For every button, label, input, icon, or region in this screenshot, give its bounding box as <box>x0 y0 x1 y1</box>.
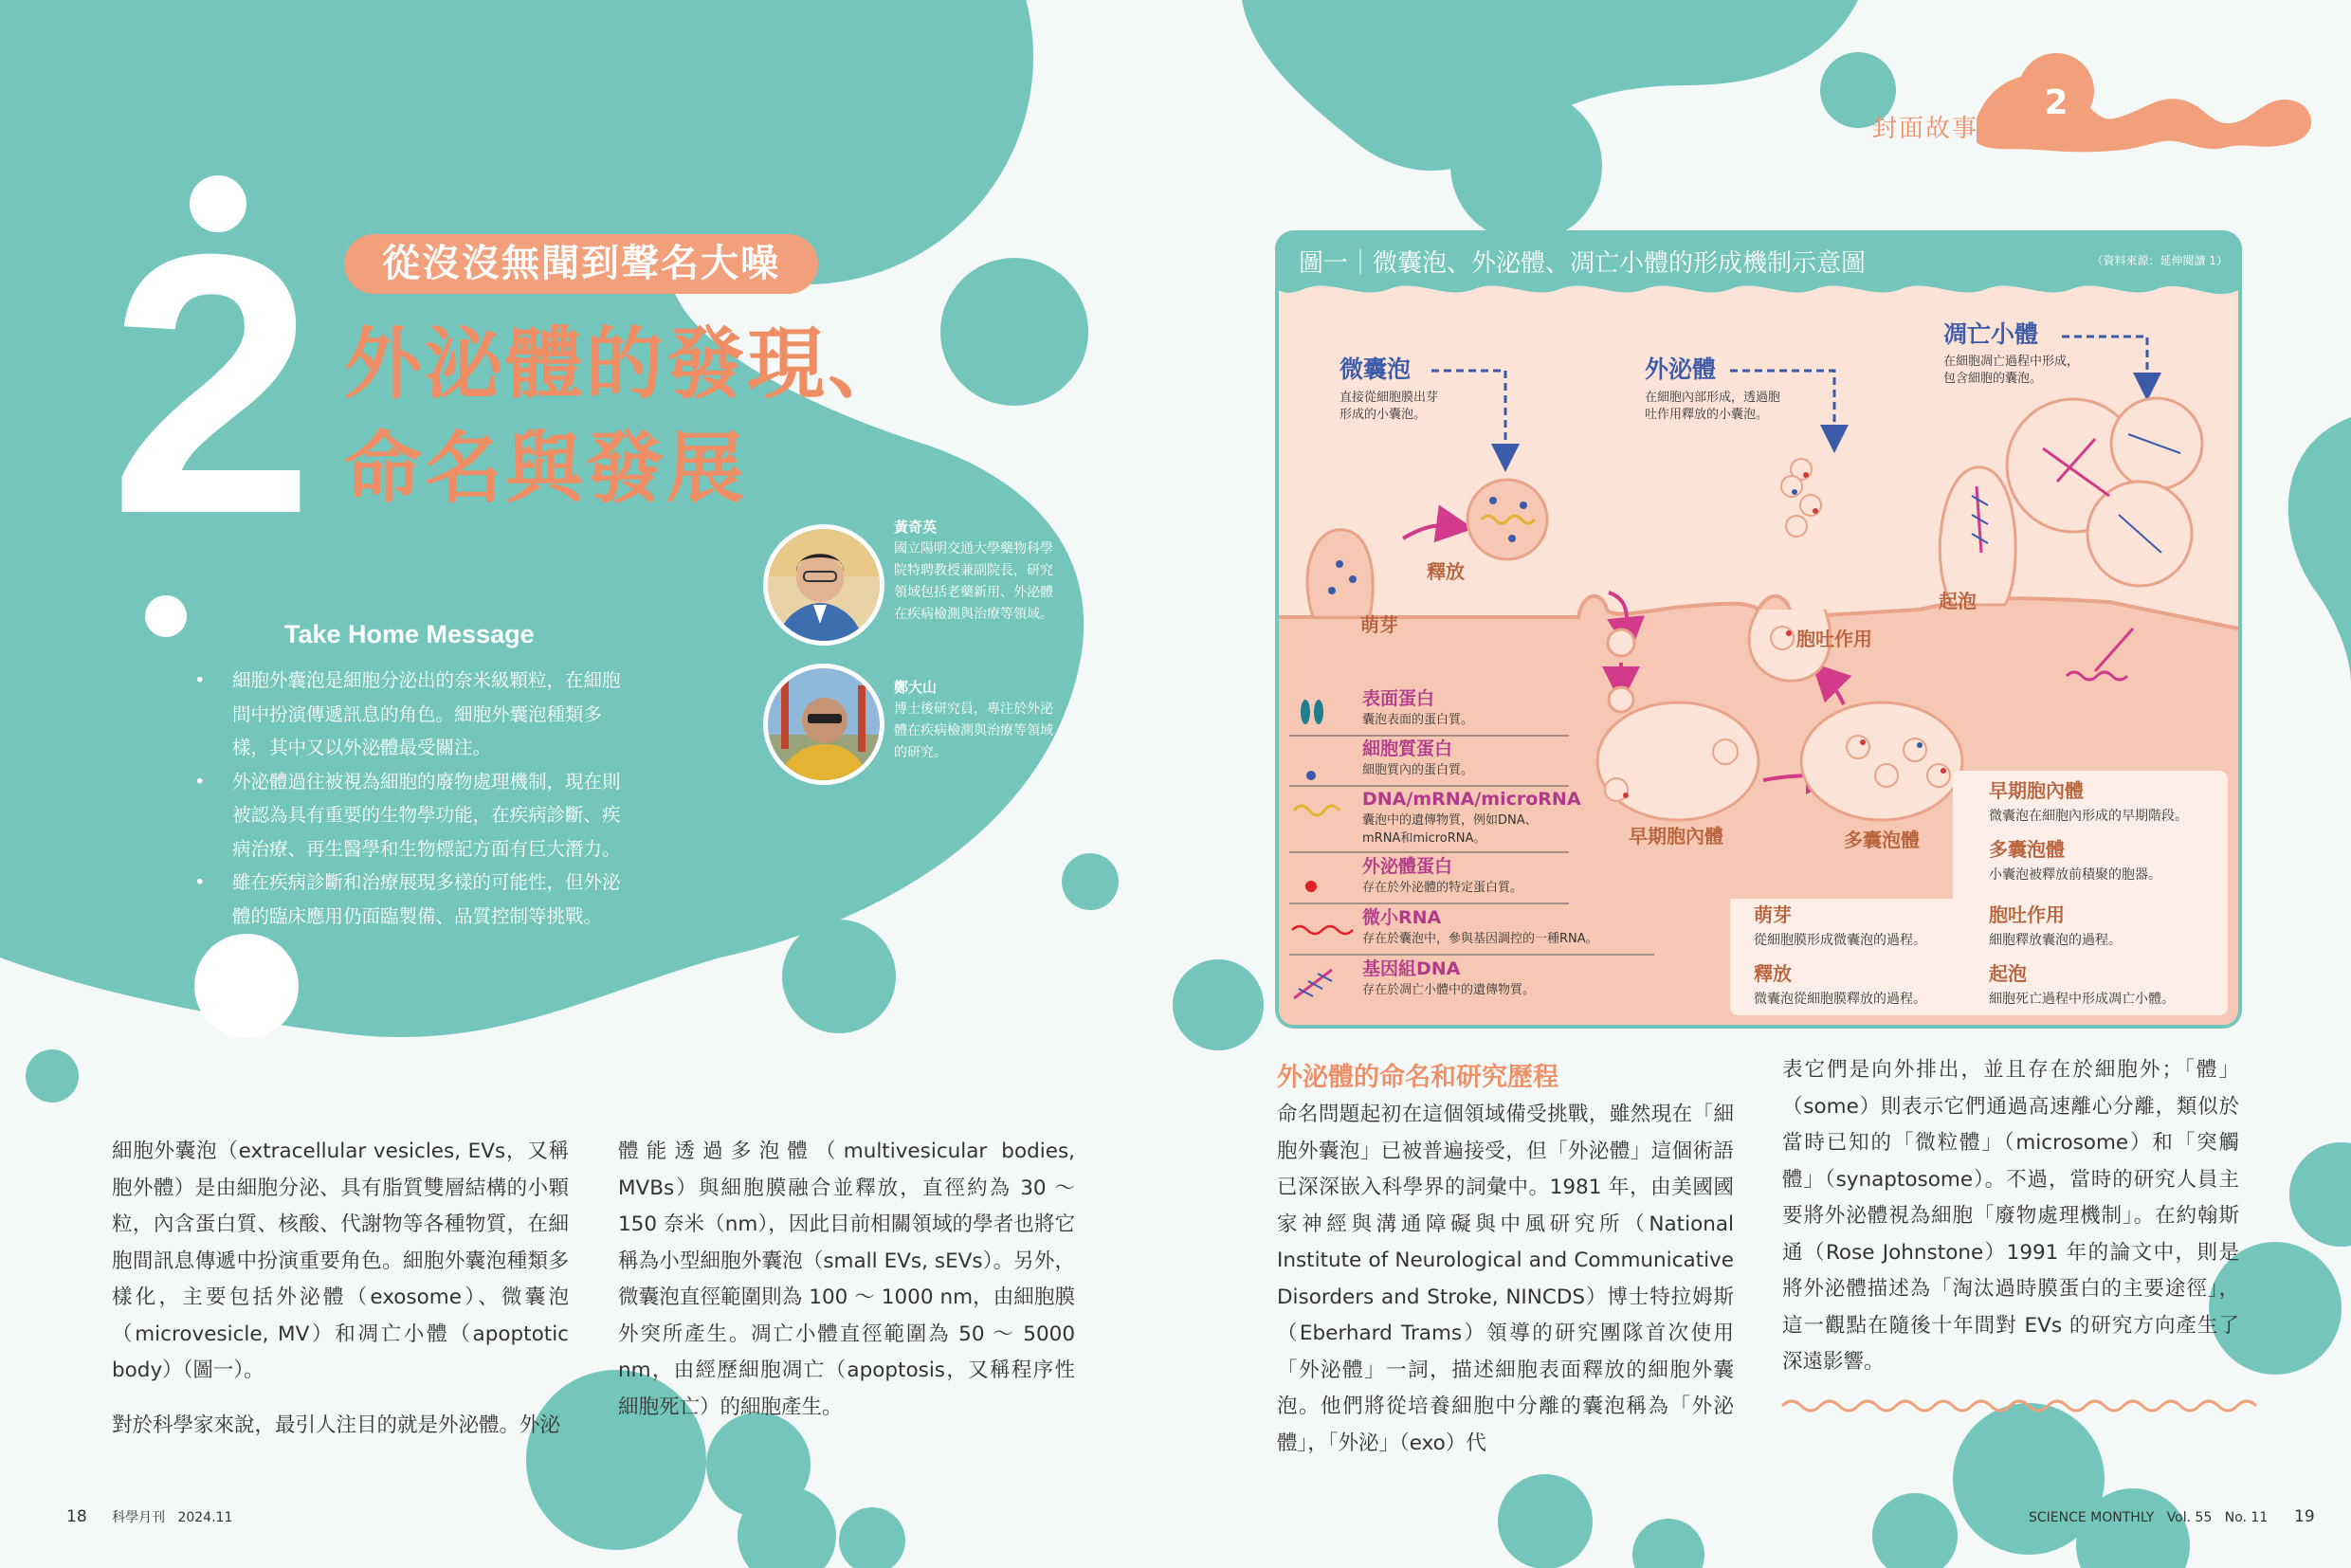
glossary-desc: 細胞釋放囊泡的過程。 <box>1989 933 2122 948</box>
label-apoptotic: 凋亡小體 <box>1943 320 2039 348</box>
glossary-term: 萌芽 <box>1754 903 1792 926</box>
footer-right <box>2029 1507 2315 1526</box>
legend-desc: 存在於外泌體的特定蛋白質。 <box>1362 881 1523 895</box>
label-exosome-desc: 在細胞內部形成，透過胞 <box>1645 391 1781 405</box>
glossary-desc: 微囊泡在細胞內形成的早期階段。 <box>1989 809 2188 824</box>
take-home-item: • 外泌體過往被視為細胞的廢物處理機制，現在則被認為具有重要的生物學功能，在疾病診斷、疾病治療、再生醫學和生物標記方面有巨大潛力。 <box>194 765 621 866</box>
glossary-term: 多囊泡體 <box>1989 838 2065 861</box>
take-home-item: • 雖在疾病診斷和治療展現多樣的可能性，但外泌體的臨床應用仍面臨製備、品質控制等挑戰。 <box>194 866 621 933</box>
label-microvesicle-desc: 形成的小囊泡。 <box>1340 408 1427 422</box>
article-subtitle: 從沒沒無聞到聲名大噪 <box>344 234 818 294</box>
page-number-left: 18 <box>66 1507 87 1526</box>
label-mvb: 多囊泡體 <box>1844 829 1920 851</box>
label-release: 釋放 <box>1427 560 1465 583</box>
author-avatar-1 <box>768 529 880 641</box>
label-early-endosome: 早期胞內體 <box>1629 825 1723 848</box>
glossary-desc: 小囊泡被釋放前積聚的胞器。 <box>1989 867 2161 883</box>
label-exosome-desc: 吐作用釋放的小囊泡。 <box>1645 408 1769 422</box>
label-exocytosis: 胞吐作用 <box>1796 628 1872 650</box>
label-blebbing: 起泡 <box>1939 590 1977 612</box>
footer-left <box>66 1507 232 1526</box>
legend-desc: 囊泡表面的蛋白質。 <box>1362 713 1474 727</box>
author-2 <box>894 677 1055 764</box>
author-2-name: 鄭大山 <box>894 679 938 696</box>
article-title <box>344 313 908 521</box>
issue-date: 2024.11 <box>177 1510 233 1525</box>
section-heading: 外泌體的命名和研究歷程 <box>1277 1063 1558 1092</box>
article-title-line1: 外泌體的發現、 <box>344 319 909 410</box>
glossary-term: 起泡 <box>1989 962 2027 985</box>
magazine-name: 科學月刊 <box>112 1510 166 1525</box>
legend-desc: 囊泡中的遺傳物質，例如DNA、 <box>1362 813 1538 828</box>
article-number: 2 <box>109 177 315 591</box>
legend-desc: 存在於囊泡中，參與基因調控的一種RNA。 <box>1362 932 1598 946</box>
glossary-term: 早期胞內體 <box>1989 779 2084 802</box>
figure-title: 圖一｜微囊泡、外泌體、凋亡小體的形成機制示意圖 <box>1299 249 1867 278</box>
body-column-1 <box>112 1134 569 1444</box>
legend-desc: 細胞質內的蛋白質。 <box>1362 763 1474 777</box>
author-photo-1 <box>763 524 884 646</box>
legend-name: 細胞質蛋白 <box>1362 738 1453 759</box>
author-1-bio: 國立陽明交通大學藥物科學院特聘教授兼副院長，研究領域包括老藥新用、外泌體在疾病檢測與治療等領域。 <box>894 541 1053 622</box>
take-home-title: Take Home Message <box>284 620 535 648</box>
glossary-term: 胞吐作用 <box>1989 903 2065 926</box>
label-microvesicle: 微囊泡 <box>1340 356 1412 383</box>
label-apoptotic-desc: 在細胞凋亡過程中形成， <box>1943 355 2080 369</box>
label-apoptotic-desc: 包含細胞的囊泡。 <box>1943 372 2043 386</box>
body-column-4 <box>1782 1052 2239 1381</box>
issue-number: No. 11 <box>2224 1510 2269 1525</box>
body-paragraph: 命名問題起初在這個領域備受挑戰，雖然現在「細胞外囊泡」已被普遍接受，但「外泌體」這個術語已深深嵌入科學界的詞彙中。1981 年，由美國國家神經與溝通障礙與中風研究所（National Institute of Neurological and Communicative Disorders and Stroke, NINCDS）博士特拉姆斯（Eberhard Trams）領導的研究團隊首次使用「外泌體」一詞，描述細胞表面釋放的細胞外囊泡。他們將從培養細胞中分離的囊泡稱為「外泌體」，「外泌」（exo）代 <box>1277 1103 1734 1455</box>
figure-exosome-mechanism <box>1275 230 2242 1029</box>
legend-name: 微小RNA <box>1362 907 1442 928</box>
body-column-3 <box>1277 1097 1734 1462</box>
glossary-desc: 微囊泡從細胞膜釋放的過程。 <box>1754 992 1926 1007</box>
cover-story-number: 2 <box>2044 83 2069 122</box>
legend-name: 表面蛋白 <box>1362 688 1435 709</box>
author-avatar-2 <box>768 668 880 780</box>
label-microvesicle-desc: 直接從細胞膜出芽 <box>1340 391 1439 405</box>
author-1 <box>894 517 1055 626</box>
legend-name: DNA/mRNA/microRNA <box>1362 789 1581 810</box>
glossary-term: 釋放 <box>1754 962 1792 985</box>
author-photo-2 <box>763 664 884 785</box>
author-2-bio: 博士後研究員，專注於外泌體在疾病檢測與治療等領域的研究。 <box>894 702 1053 760</box>
take-home-item: • 細胞外囊泡是細胞分泌出的奈米級顆粒，在細胞間中扮演傳遞訊息的角色。細胞外囊泡種類多樣，其中又以外泌體最受關注。 <box>194 664 621 765</box>
author-1-name: 黃奇英 <box>894 519 938 536</box>
glossary-desc: 從細胞膜形成微囊泡的過程。 <box>1754 933 1926 948</box>
body-paragraph: 對於科學家來說，最引人注目的就是外泌體。外泌 <box>112 1413 561 1437</box>
page-number-right: 19 <box>2294 1507 2315 1526</box>
label-exosome: 外泌體 <box>1645 356 1717 383</box>
glossary-desc: 細胞死亡過程中形成凋亡小體。 <box>1989 992 2175 1007</box>
legend-desc: 存在於凋亡小體中的遺傳物質。 <box>1362 983 1536 997</box>
body-paragraph: 表它們是向外排出，並且存在於細胞外；「體」（some）則表示它們通過高速離心分離，類似於當時已知的「微粒體」（microsome）和「突觸體」（synaptosome）。不過，當時的研究人員主要將外泌體視為細胞「廢物處理機制」。在約翰斯通（Rose Johnstone）1991 年的論文中，則是將外泌體描述為「淘汰過時膜蛋白的主要途徑」，這一觀點在隨後十年間對 EVs 的研究方向產生了深遠影響。 <box>1782 1058 2239 1374</box>
article-title-line2: 命名與發展 <box>344 424 748 514</box>
body-paragraph: 體能透過多泡體（multivesicular bodies, MVBs）與細胞膜融合並釋放，直徑約為 30 ～ 150 奈米（nm），因此目前相關領域的學者也將它稱為小型細胞外囊泡（small EVs, sEVs）。另外，微囊泡直徑範圍則為 100 ～ 1000 nm，由細胞膜外突所產生。凋亡小體直徑範圍為 50 ～ 5000 nm，由經歷細胞凋亡（apoptosis，又稱程序性細胞死亡）的細胞產生。 <box>618 1140 1075 1419</box>
figure-source: （資料來源：延伸閱讀 1） <box>2091 254 2228 267</box>
label-budding: 萌芽 <box>1360 613 1398 636</box>
body-column-2 <box>618 1134 1075 1426</box>
take-home-list <box>194 664 621 933</box>
cover-story-label: 封面故事 <box>1872 115 1979 143</box>
legend-name: 外泌體蛋白 <box>1362 856 1453 877</box>
legend-name: 基因組DNA <box>1362 958 1461 979</box>
legend-desc: mRNA和microRNA。 <box>1362 831 1486 846</box>
body-paragraph: 細胞外囊泡（extracellular vesicles, EVs，又稱胞外體）是由細胞分泌、具有脂質雙層結構的小顆粒，內含蛋白質、核酸、代謝物等各種物質，在細胞間訊息傳遞中扮演重要角色。細胞外囊泡種類多樣化，主要包括外泌體（exosome）、微囊泡（microvesicle, MV）和凋亡小體（apoptotic body）（圖一）。 <box>112 1140 569 1382</box>
magazine-name-en: SCIENCE MONTHLY <box>2029 1510 2155 1525</box>
volume: Vol. 55 <box>2166 1510 2213 1525</box>
